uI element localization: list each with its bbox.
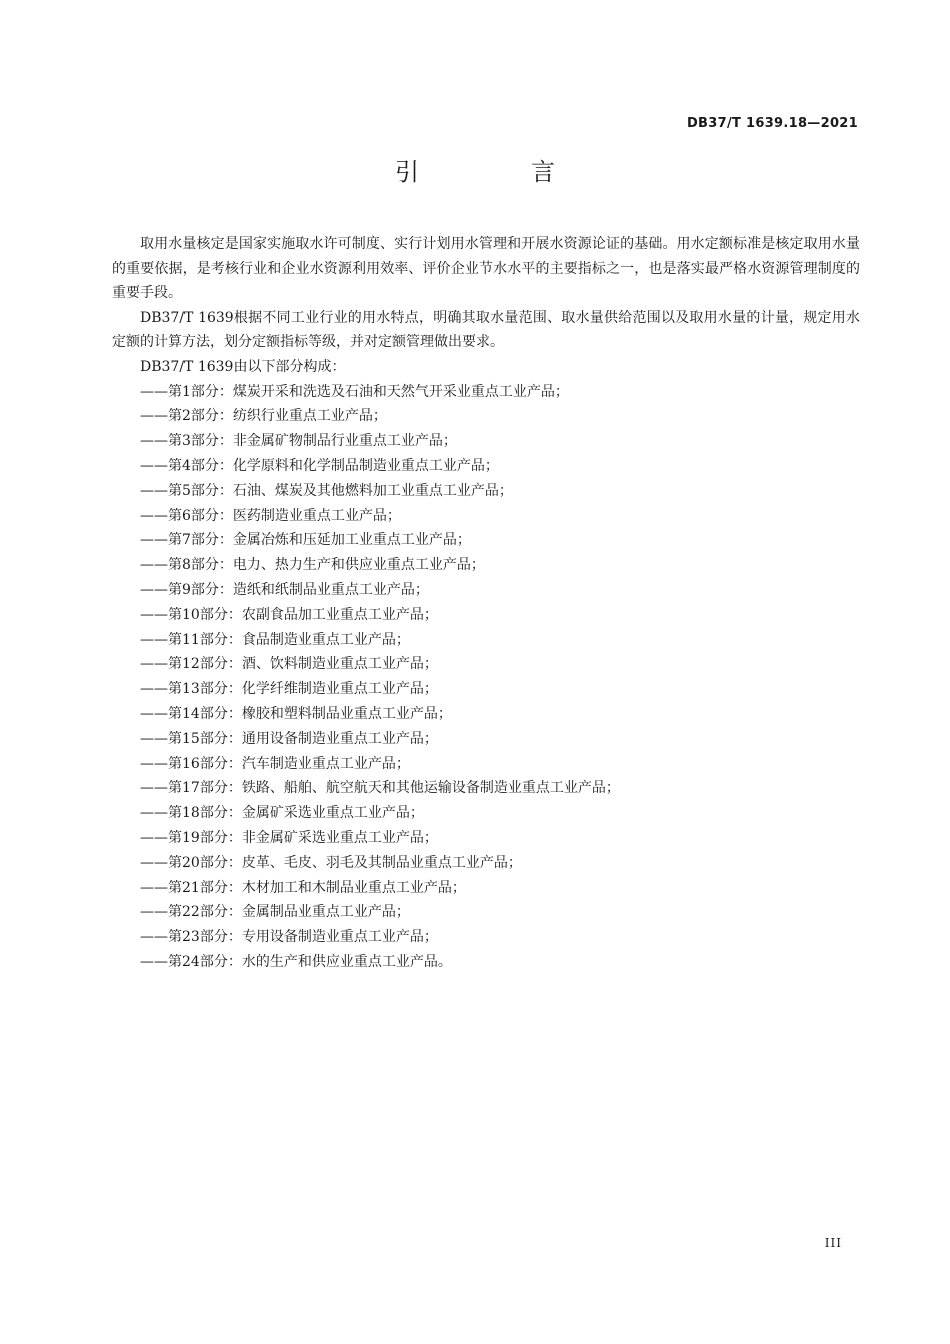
list-item: ——第3部分：非金属矿物制品行业重点工业产品； <box>140 433 457 450</box>
list-item: ——第21部分：木材加工和木制品业重点工业产品； <box>140 879 466 896</box>
parts-list <box>112 380 860 975</box>
list-item: ——第17部分：铁路、船舶、航空航天和其他运输设备制造业重点工业产品； <box>140 780 620 797</box>
list-item: ——第12部分：酒、饮料制造业重点工业产品； <box>140 656 438 673</box>
paragraph-scope: DB37/T 1639根据不同工业行业的用水特点，明确其取水量范围、取水量供给范围以及取用水量的计量，规定用水定额的计算方法，划分定额指标等级，并对定额管理做出要求。 <box>112 309 860 351</box>
list-item: ——第1部分：煤炭开采和洗选及石油和天然气开采业重点工业产品； <box>140 383 569 400</box>
list-item: ——第19部分：非金属矿采选业重点工业产品； <box>140 829 438 846</box>
list-item: ——第20部分：皮革、毛皮、羽毛及其制品业重点工业产品； <box>140 854 522 871</box>
list-item: ——第11部分：食品制造业重点工业产品； <box>140 631 410 648</box>
list-item: ——第4部分：化学原料和化学制品制造业重点工业产品； <box>140 457 499 474</box>
document-code: DB37/T 1639.18—2021 <box>686 116 858 131</box>
list-item: ——第14部分：橡胶和塑料制品业重点工业产品； <box>140 705 452 722</box>
list-item: ——第15部分：通用设备制造业重点工业产品； <box>140 730 438 747</box>
paragraph-background: 取用水量核定是国家实施取水许可制度、实行计划用水管理和开展水资源论证的基础。用水定额标准是核定取用水量的重要依据，是考核行业和企业水资源利用效率、评价企业节水水平的主要指标之一，也是落实最严格水资源管理制度的重要手段。 <box>112 236 860 302</box>
list-item: ——第7部分：金属冶炼和压延加工业重点工业产品； <box>140 532 471 549</box>
list-item: ——第24部分：水的生产和供应业重点工业产品。 <box>140 953 452 970</box>
list-item: ——第6部分：医药制造业重点工业产品； <box>140 507 401 524</box>
list-item: ——第9部分：造纸和纸制品业重点工业产品； <box>140 581 429 598</box>
page-title: 引 言 <box>395 158 599 186</box>
list-item: ——第23部分：专用设备制造业重点工业产品； <box>140 929 438 946</box>
parts-intro: DB37/T 1639由以下部分构成： <box>140 358 346 375</box>
page-number: III <box>824 1236 842 1250</box>
list-item: ——第5部分：石油、煤炭及其他燃料加工业重点工业产品； <box>140 482 513 499</box>
document-body <box>112 232 860 975</box>
list-item: ——第22部分：金属制品业重点工业产品； <box>140 904 410 921</box>
list-item: ——第2部分：纺织行业重点工业产品； <box>140 408 387 425</box>
list-item: ——第8部分：电力、热力生产和供应业重点工业产品； <box>140 557 485 574</box>
list-item: ——第16部分：汽车制造业重点工业产品； <box>140 755 410 772</box>
list-item: ——第13部分：化学纤维制造业重点工业产品； <box>140 681 438 698</box>
list-item: ——第10部分：农副食品加工业重点工业产品； <box>140 606 438 623</box>
list-item: ——第18部分：金属矿采选业重点工业产品； <box>140 805 424 822</box>
